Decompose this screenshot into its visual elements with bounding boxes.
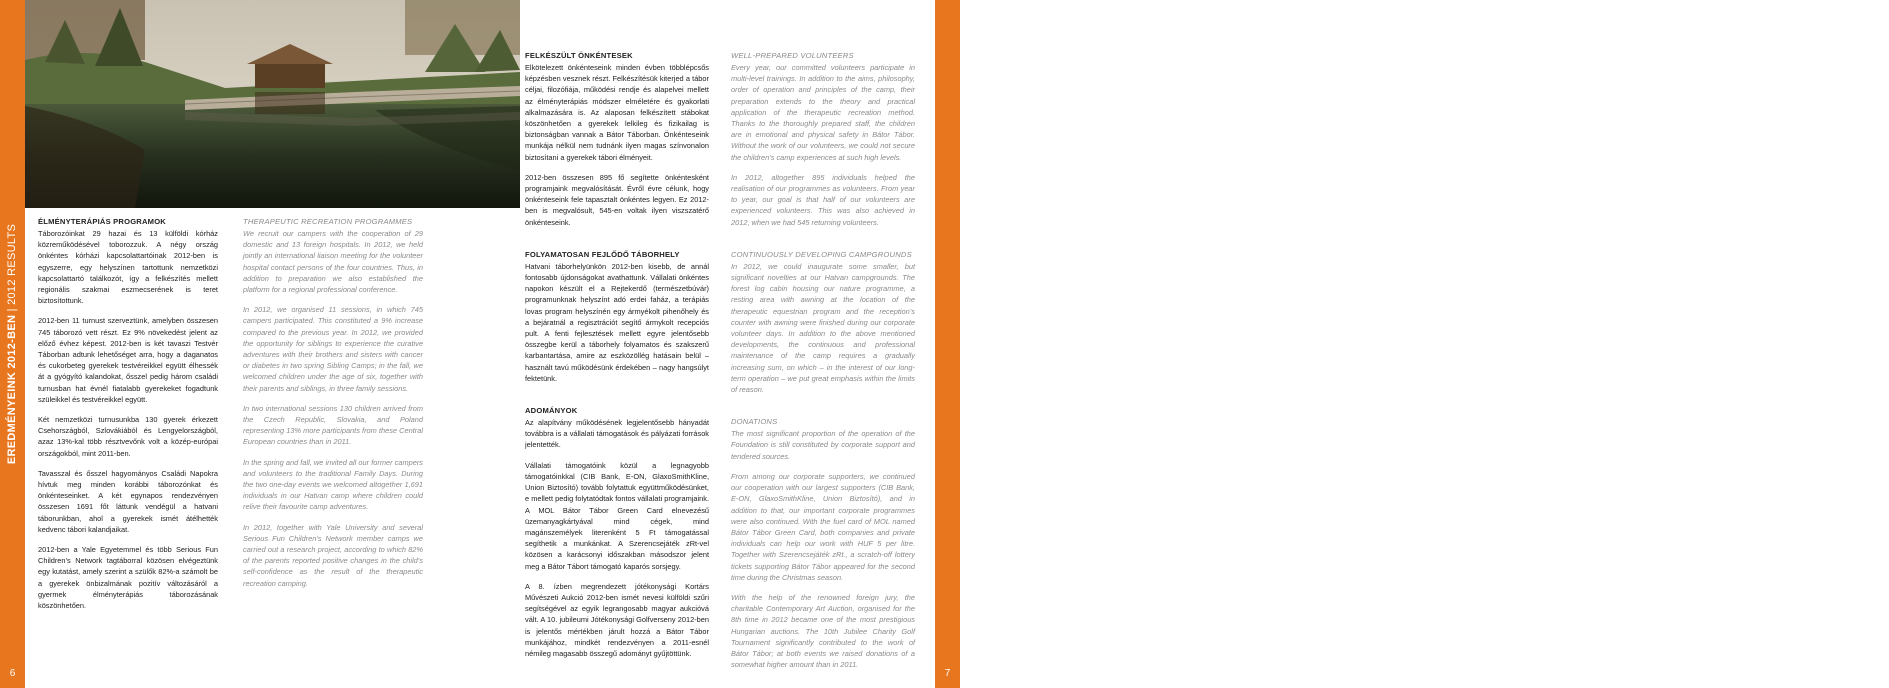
col3-paragraph-6: A 8. ízben megrendezett jótékonysági Kortárs Művészeti Aukció 2012-ben ismét nevesi külföldi szűri segítségével az egyik legrangosabb magyar aukcióvá vált. A 10. jubileumi Jótékonysági Golfverseny 2012-ben is jelentős mértékben járult hozzá a Bátor Tábor munkájához, mindkét rendezvényen a 2011-esnél némileg magasabb összegű adományt gyűjtöttünk.	[525, 581, 709, 658]
column-hungarian-right	[525, 50, 709, 668]
col4-paragraph-2: In 2012, altogether 895 individuals helped the realisation of our programmes as volunteers. From year to year, our goal is that half of our volunteers are experienced volunteers. This was also achieved in 2012, when we had 545 returning volunteers.	[731, 172, 915, 227]
therapeutic-programs-heading-hu: ÉLMÉNYTERÁPIÁS PROGRAMOK	[38, 217, 166, 226]
volunteers-heading-en: WELL-PREPARED VOLUNTEERS	[731, 51, 854, 60]
donations-heading-en: DONATIONS	[731, 417, 778, 427]
col2-paragraph-4: In the spring and fall, we invited all our former campers and volunteers to the traditional Family Days. During the two one-day events we welcomed altogether 1,691 individuals in our Hatvan camp where children could relive their favourite camp adventures.	[243, 457, 423, 512]
left-vertical-title	[6, 224, 18, 464]
col4-paragraph-3: In 2012, we could inaugurate some smaller, but significant novelties at our Hatvan campgrounds. The forest log cabin housing our nature programme, a resting area with awning at the location of the therapeutic equestrian program and the reception’s counter with awning were finished during our corporate volunteer days. In addition to the above mentioned developments, the continuous and professional maintenance of the camp requires a gradually increasing sum, on which – in the interest of our long-term operation – we put great emphasis within the limits of reason.	[731, 261, 915, 395]
right-title-separator: |	[1877, 376, 1889, 384]
volunteers-heading-hu: FELKÉSZÜLT ÖNKÉNTESEK	[525, 51, 633, 60]
col3-paragraph-1: Elkötelezett önkénteseink minden évben többlépcsős képzésben vesznek részt. Felkészítésük kiterjed a tábor céljai, filozófiája, működési rendje és alapelvei mellett az élményterápiás módszer elméletére és gyakorlati alkalmazására is. Az alaposan felkészített stábokat köszönhetően a gyerekek lelkileg és fizikailag is biztonságban vannak a Bátor Táborban. Önkénteseink munkája nélkül nem tudnánk ilyen magas színvonalon biztosítani a gyerekek tábori élményeit.	[525, 63, 709, 162]
col3-paragraph-4: Az alapítvány működésének legjelentősebb hányadát továbbra is a vállalati támogatások és pályázati források jelentették.	[525, 418, 709, 450]
col1-paragraph-3: Két nemzetközi turnusunkba 130 gyerek érkezett Csehországból, Szlovákiából és Lengyelországból, azaz 13%-kal több résztvevőnk volt a közép-európai országokból, mint 2011-ben.	[38, 415, 218, 458]
col2-paragraph-3: In two international sessions 130 children arrived from the Czech Republic, Slovakia, and Poland representing 13% more participants from these Central European countries than in 2011.	[243, 403, 423, 447]
section-spacer	[525, 237, 709, 249]
column-english-left	[243, 216, 423, 598]
photo-illustration	[25, 0, 520, 208]
col2-paragraph-2: In 2012, we organised 11 sessions, in which 745 campers participated. This constituted a 9% increase compared to the previous year. In 2012, we provided the opportunity for siblings to experience the curative adventures with their brothers and sisters with cancer or diabetes in two spring Sibling Camps; in the fall, we welcomed children under the age of six, together with their parents and siblings, in three family sessions.	[243, 305, 423, 393]
right-title-thin: 2012 RESULTS	[1877, 383, 1889, 465]
right-vertical-title	[1877, 224, 1889, 464]
left-title-thin: 2012 RESULTS	[6, 223, 18, 305]
right-title-bold: EREDMÉNYEINK 2012-BEN	[1877, 223, 1889, 374]
left-title-bold: EREDMÉNYEINK 2012-BEN	[6, 314, 18, 465]
lake-boardwalk-photo	[25, 0, 520, 208]
col4-paragraph-5: From among our corporate supporters, we continued our cooperation with our largest supporters (CIB Bank, E-ON, GlaxoSmithKline, Union Biztosító), and in addition to that, our important corporate programmes were also continued. With the fuel card of MOL named Bátor Tábor Green Card, both companies and private individuals can help our work with HUF 5 per litre. Together with Szerencsejáték zRt., a scratch-off lottery tickets supporting Bátor Tábor appeared for the second time during the Christmas season.	[731, 471, 915, 582]
therapeutic-programs-heading-en: THERAPEUTIC RECREATION PROGRAMMES	[243, 217, 413, 226]
section-spacer	[731, 237, 915, 249]
col4-paragraph-4: The most significant proportion of the operation of the Foundation is still constituted by corporate support and tendered sources.	[731, 429, 915, 461]
col1-paragraph-2: 2012-ben 11 turnust szerveztünk, amelyben összesen 745 táborozó vett részt. Ez 9% növekedést jelent az előző évhez képest. 2012-ben is két tavaszi Testvér Táborban adtunk lehetőséget arra, hogy a daganatos és cukorbeteg gyerekek testvéreikkel együtt élhessék át a gyógyító kalandokat, ősszel pedig három családi turnusban hat évnél fiatalabb gyerekeket fogadtunk szüleikkel és testvéreikkel együtt.	[38, 316, 218, 404]
column-english-right	[731, 50, 915, 679]
section-spacer	[731, 404, 915, 416]
column-hungarian-left	[38, 216, 218, 620]
col4-paragraph-1: Every year, our committed volunteers participate in multi-level trainings. In addition to the aims, philosophy, order of operation and principles of the camp, their preparation extends to the theory and practical application of the therapeutic recreation method. Thanks to the thoroughly prepared staff, the children are in emotional and physical safety in Bátor Tábor. Without the work of our volunteers, we could not secure the children’s camp experiences at such high levels.	[731, 63, 915, 162]
page-number-left: 6	[9, 668, 16, 679]
col1-paragraph-5: 2012-ben a Yale Egyetemmel és több Serious Fun Children’s Network tagtáborral közösen elvégeztünk egy kutatást, amely szerint a szülők 82%-a számolt be a gyerekek önbizalmának pozitív változásáról a gyermek élményterápiás táborozásának köszönhetően.	[38, 545, 218, 611]
col1-paragraph-4: Tavasszal és ősszel hagyományos Családi Napokra hívtuk meg minden korábbi táborozónkat és önkénteseinket. A két egynapos rendezvényen összesen 1691 főt láttunk vendégül a hatvani táborunkban, ahol a gyerekek ismét átélhették kedvenc tábori kalandjaikat.	[38, 468, 218, 534]
col2-paragraph-1: We recruit our campers with the cooperation of 29 domestic and 13 foreign hospitals. In 2012, we held jointly an international liaison meeting for the volunteer hospital contact persons of the four countries. Thus, in addition to preparation we also established the platform for a regional professional conference.	[243, 229, 423, 295]
right-accent-strip	[935, 0, 1889, 688]
section-spacer	[525, 393, 709, 405]
col4-paragraph-6: With the help of the renowned foreign jury, the charitable Contemporary Art Auction, organised for the 8th time in 2012 became one of the most prestigious Hungarian auctions. The 10th Jubilee Charity Golf Tournament significantly contributed to the work of Bátor Tábor; at both events we raised donations of a somewhat higher amount than in 2011.	[731, 592, 915, 670]
col3-paragraph-2: 2012-ben összesen 895 fő segítette önkéntesként programjaink megvalósítását. Évről évre célunk, hogy önkénteseink fele tapasztalt önkéntes legyen. Ez 2012-ben is megvalósult, 545-en voltak ilyen viszszatérő önkénteseink.	[525, 172, 709, 227]
page-number-right: 7	[944, 668, 951, 679]
col3-paragraph-5: Vállalati támogatóink közül a legnagyobb támogatóinkkal (CIB Bank, E-ON, GlaxoSmithKline, Union Biztosító) tovább folytattuk együttműködésünket, e mellett pedig folytatódtak fontos vállalati programjaink. A MOL Bátor Tábor Green Card elnevezésű üzemanyagkártyával mind cégek, mind magánszemélyek literenként 5 Ft támogatással segíthetik a munkánkat. A Szerencsejáték zRt-vel közösen a karácsonyi időszakban másodszor jelent meg a Bátor Tábort támogató kaparós sorsjegy.	[525, 460, 709, 571]
donations-heading-hu: ADOMÁNYOK	[525, 406, 578, 416]
col3-paragraph-3: Hatvani táborhelyünkön 2012-ben kisebb, de annál fontosabb újdonságokat avathattunk. Vállalati önkéntes napokon készült el a Rejtekerdő (természetbúvár) programunknak helyszínt adó erdei faház, a terápiás lovas program helyszínén egy ármyékolt pihenőhely és a bejáratnál a regisztrációt segítő ármykolt recepciós pult. A fenti fejlesztések mellett egyre jelentősebb összegbe kerül a táborhely folyamatos és szakszerű karbantartása, amire az eszközöllég hatásain belül – használt tavú működésünk érdekében – nagy hangsúlyt fektetünk.	[525, 261, 709, 383]
col2-paragraph-5: In 2012, together with Yale University and several Serious Fun Children’s Network member camps we carried out a research project, according to which 82% of the parents reported positive changes in the child’s self-confidence as the result of the therapeutic recreation camping.	[243, 522, 423, 588]
campgrounds-heading-en: CONTINUOUSLY DEVELOPING CAMPGROUNDS	[731, 249, 912, 259]
left-title-separator: |	[6, 304, 18, 312]
campgrounds-heading-hu: FOLYAMATOSAN FEJLŐDŐ TÁBORHELY	[525, 249, 680, 259]
col1-paragraph-1: Táborozóinkat 29 hazai és 13 külföldi kórház közreműködésével toborozzuk. A négy ország önkéntes kórházi kapcsolattartóinak 2012-ben is egyszerre, egy helyszínen tartottunk nemzetközi kapcsolattartó találkozót, így a felkészítés mellett regionális szakmai eszmecserének is teret biztosítottunk.	[38, 229, 218, 306]
left-accent-strip	[0, 0, 25, 688]
